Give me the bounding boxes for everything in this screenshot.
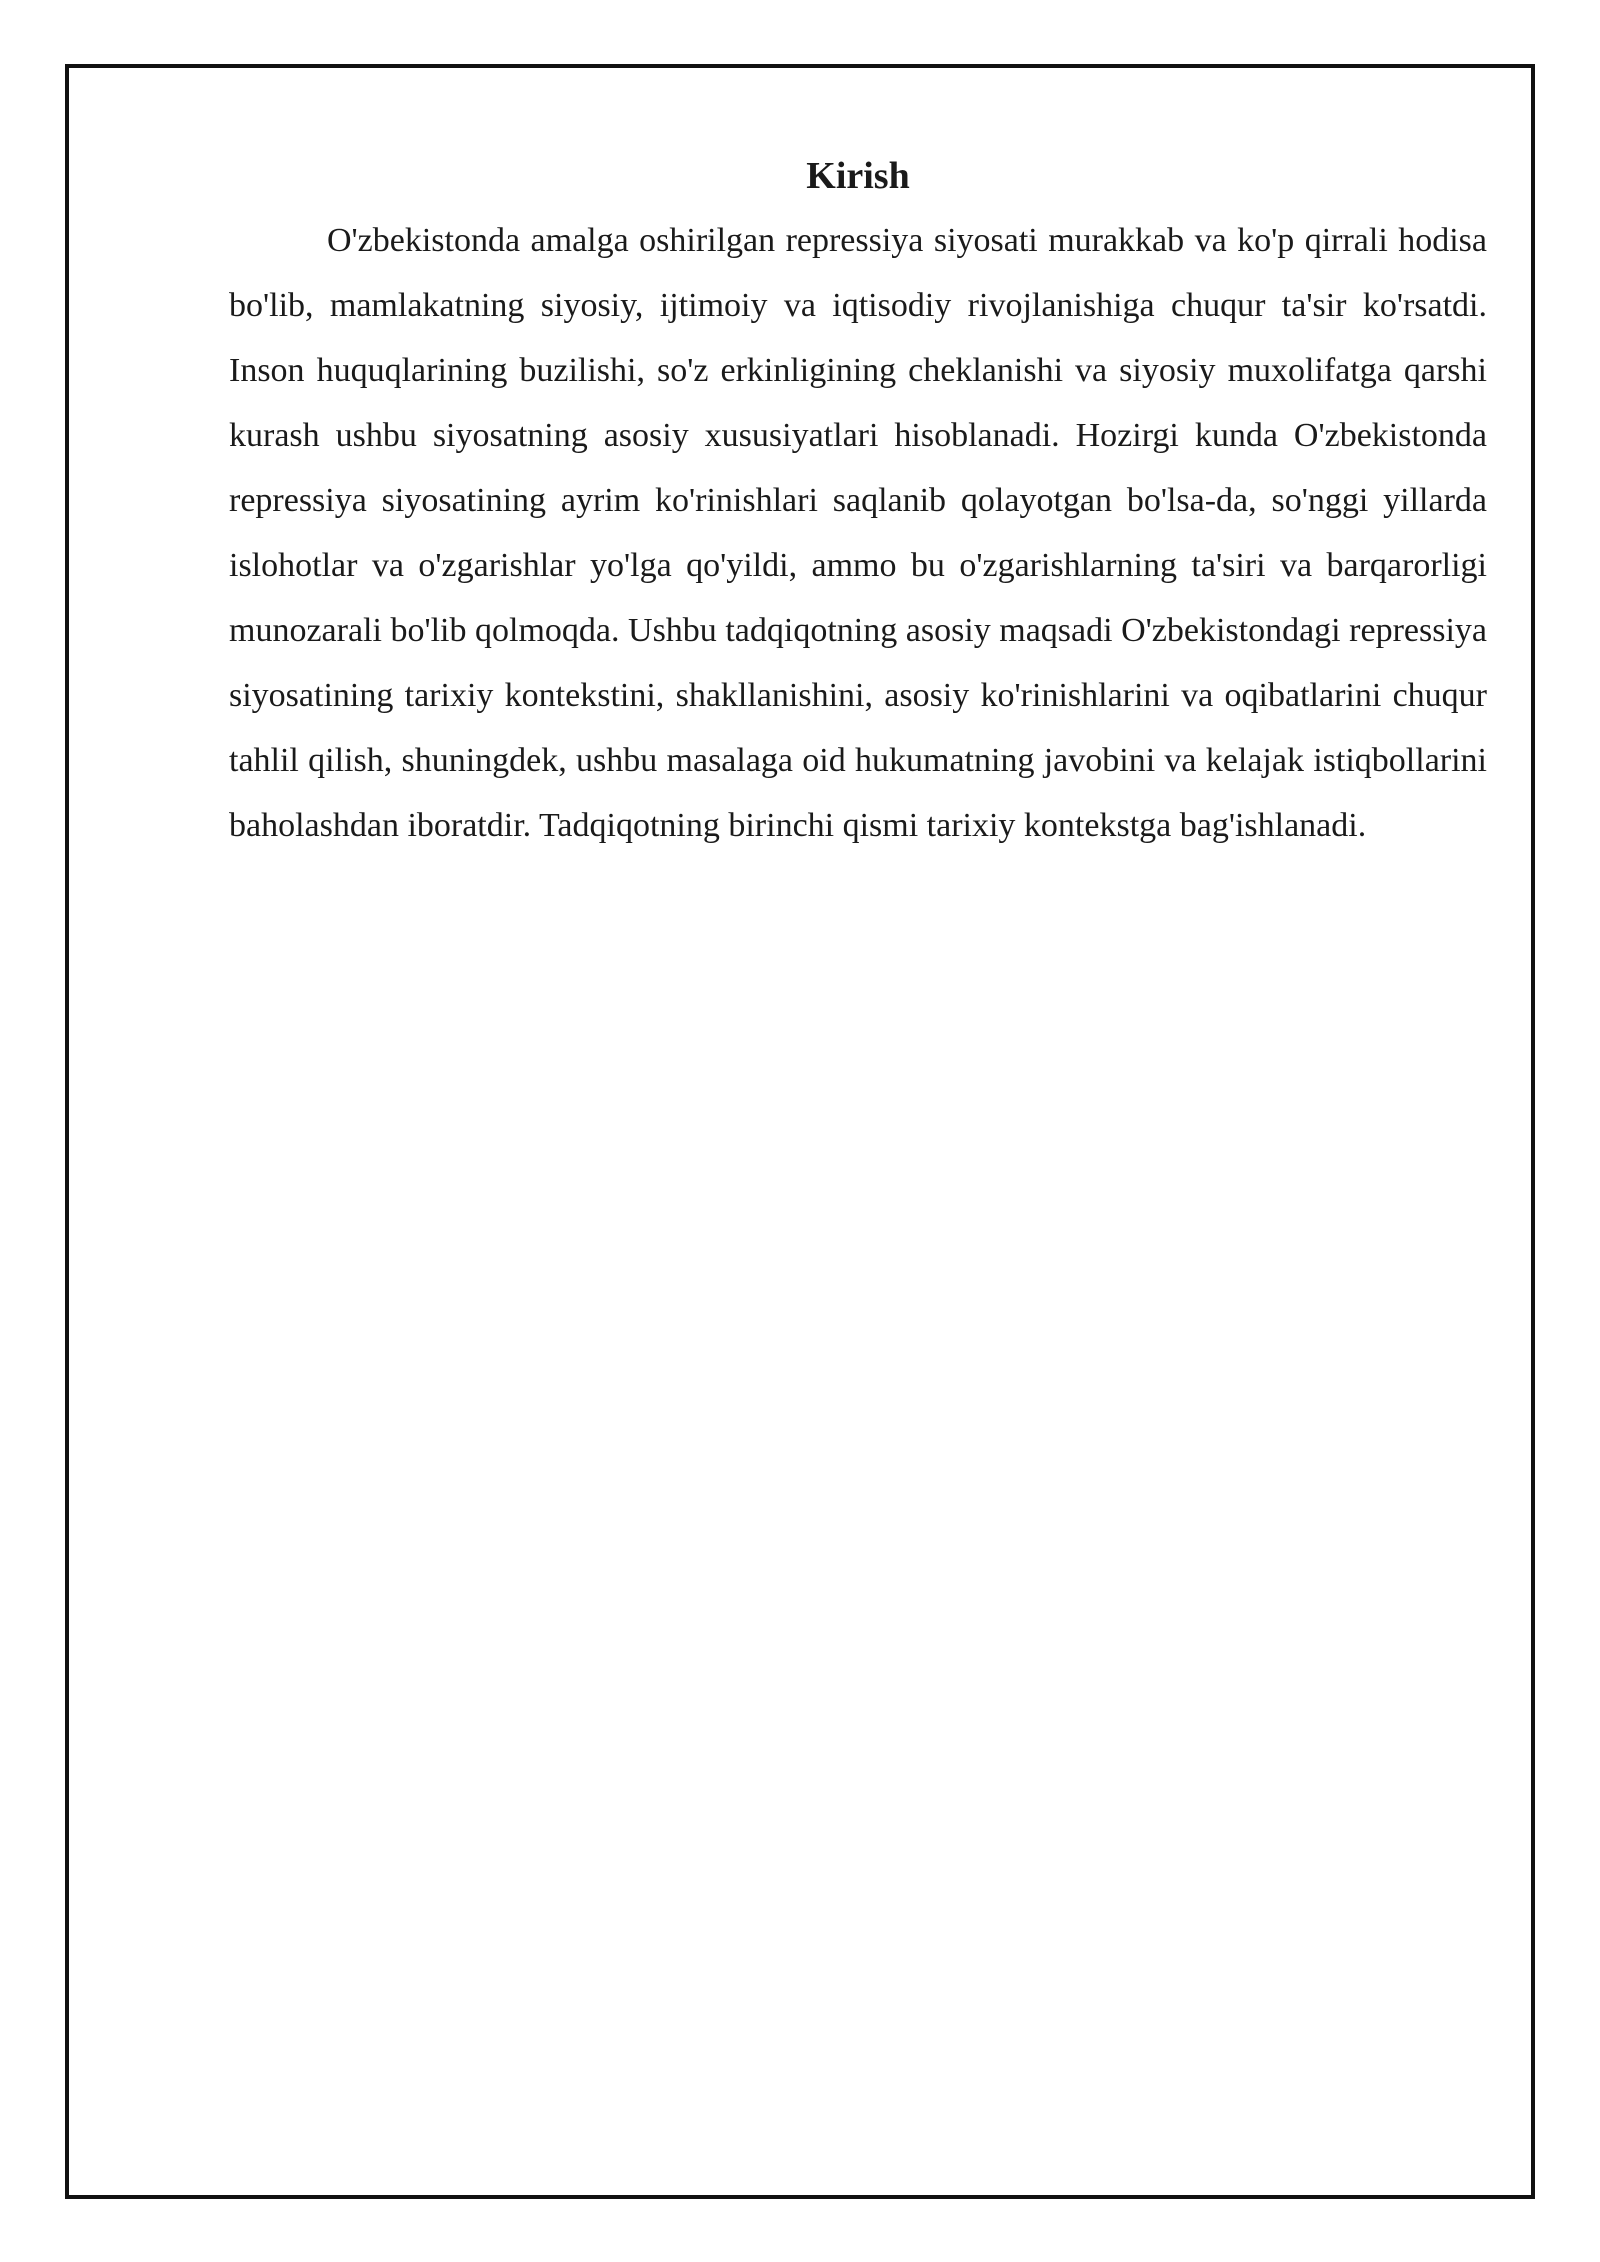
- intro-paragraph: O'zbekistonda amalga oshirilgan repressiya siyosati murakkab va ko'p qirrali hodisa bo'lib, mamlakatning siyosiy, ijtimoiy va iqtisodiy rivojlanishiga chuqur ta'sir ko'rsatdi. Inson huquqlarining buzilishi, so'z erkinligining cheklanishi va siyosiy muxolifatga qarshi kurash ushbu siyosatning asosiy xususiyatlari hisoblanadi. Hozirgi kunda O'zbekistonda repressiya siyosatining ayrim ko'rinishlari saqlanib qolayotgan bo'lsa-da, so'nggi yillarda islohotlar va o'zgarishlar yo'lga qo'yildi, ammo bu o'zgarishlarning ta'siri va barqarorligi munozarali bo'lib qolmoqda. Ushbu tadqiqotning asosiy maqsadi O'zbekistondagi repressiya siyosatining tarixiy kontekstini, shakllanishini, asosiy ko'rinishlarini va oqibatlarini chuqur tahlil qilish, shuningdek, ushbu masalaga oid hukumatning javobini va kelajak istiqbollarini baholashdan iboratdir. Tadqiqotning birinchi qismi tarixiy kontekstga bag'ishlanadi.: [229, 222, 1487, 844]
- document-body: [229, 150, 1487, 858]
- section-heading: Kirish: [806, 155, 910, 197]
